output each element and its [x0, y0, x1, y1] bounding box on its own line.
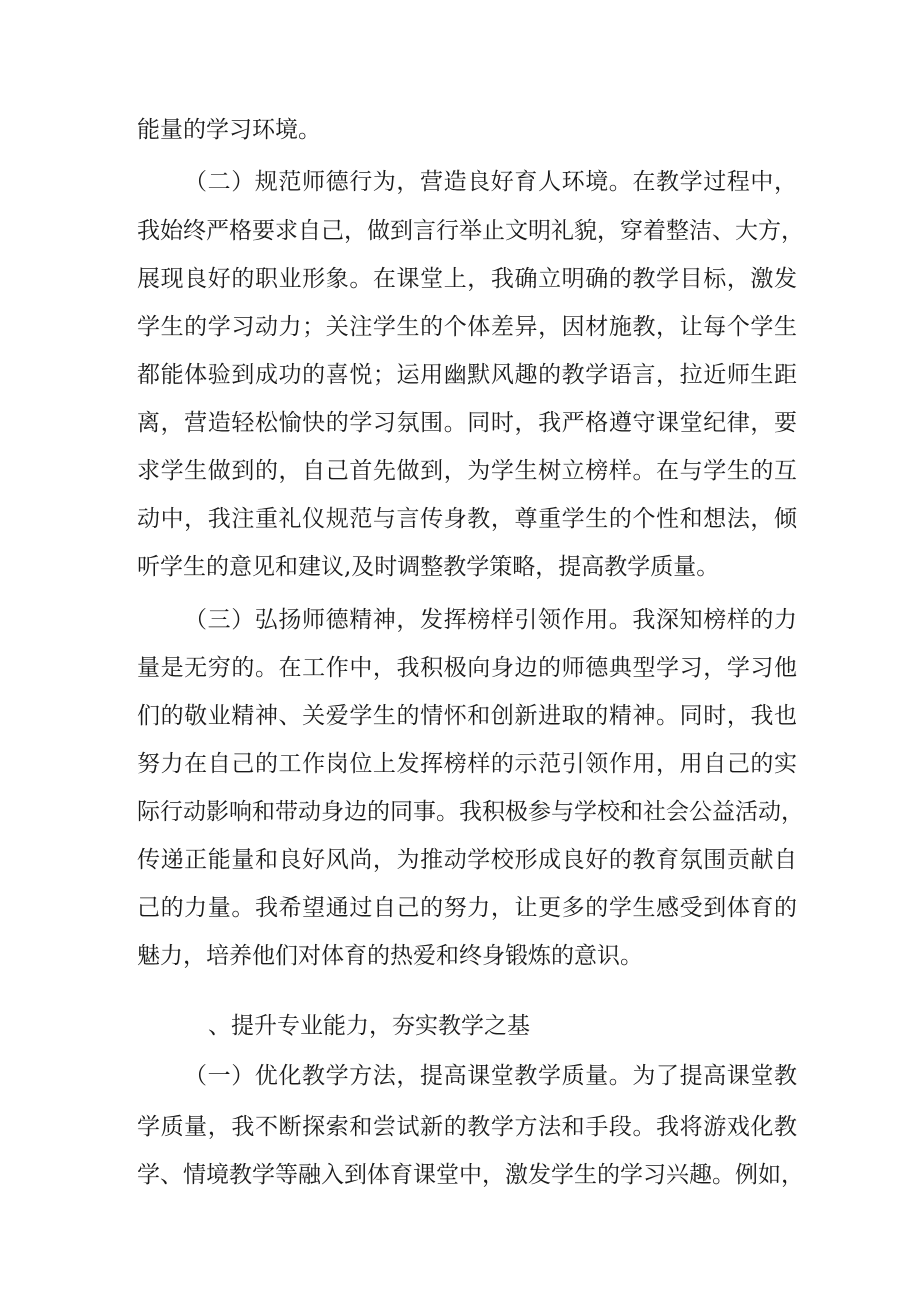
- text-line: 学、情境教学等融入到体育课堂中，激发学生的学习兴趣。例如，: [137, 1162, 804, 1188]
- text-line: 我始终严格要求自己，做到言行举止文明礼貌，穿着整洁、大方，: [137, 218, 804, 244]
- text-line: 量是无穷的。在工作中，我积极向身边的师德典型学习，学习他: [137, 655, 797, 681]
- text-line: 魅力，培养他们对体育的热爱和终身锻炼的意识。: [137, 943, 643, 969]
- text-line: 们的敬业精神、关爱学生的情怀和创新进取的精神。同时，我也: [137, 703, 797, 729]
- text-line: 都能体验到成功的喜悦；运用幽默风趣的教学语言，拉近师生距: [137, 362, 797, 388]
- paragraph-3-line: （三）弘扬师德精神，发挥榜样引领作用。我深知榜样的力: [184, 607, 797, 633]
- text-line: 求学生做到的，自己首先做到，为学生树立榜样。在与学生的互: [137, 458, 797, 484]
- text-line: 听学生的意见和建议,及时调整教学策略，提高教学质量。: [137, 554, 720, 580]
- text-line: 己的力量。我希望通过自己的努力，让更多的学生感受到体育的: [137, 895, 797, 921]
- text-line: 离，营造轻松愉快的学习氛围。同时，我严格遵守课堂纪律，要: [137, 410, 797, 436]
- paragraph-4-line: （一）优化教学方法，提高课堂教学质量。为了提高课堂教: [184, 1063, 797, 1089]
- section-heading: 、提升专业能力，夯实教学之基: [208, 1013, 530, 1039]
- text-line: 传递正能量和良好风尚，为推动学校形成良好的教育氛围贡献自: [137, 847, 797, 873]
- text-line: 展现良好的职业形象。在课堂上，我确立明确的教学目标，激发: [137, 266, 797, 292]
- paragraph-2-line: （二）规范师德行为，营造良好育人环境。在教学过程中，: [184, 169, 797, 195]
- text-line: 学质量，我不断探索和尝试新的教学方法和手段。我将游戏化教: [137, 1114, 797, 1140]
- text-line: 学生的学习动力；关注学生的个体差异，因材施教，让每个学生: [137, 314, 797, 340]
- text-line: 能量的学习环境。: [137, 117, 321, 143]
- text-line: 际行动影响和带动身边的同事。我积极参与学校和社会公益活动，: [137, 799, 804, 825]
- text-line: 动中，我注重礼仪规范与言传身教，尊重学生的个性和想法，倾: [137, 506, 797, 532]
- text-line: 努力在自己的工作岗位上发挥榜样的示范引领作用，用自己的实: [137, 751, 797, 777]
